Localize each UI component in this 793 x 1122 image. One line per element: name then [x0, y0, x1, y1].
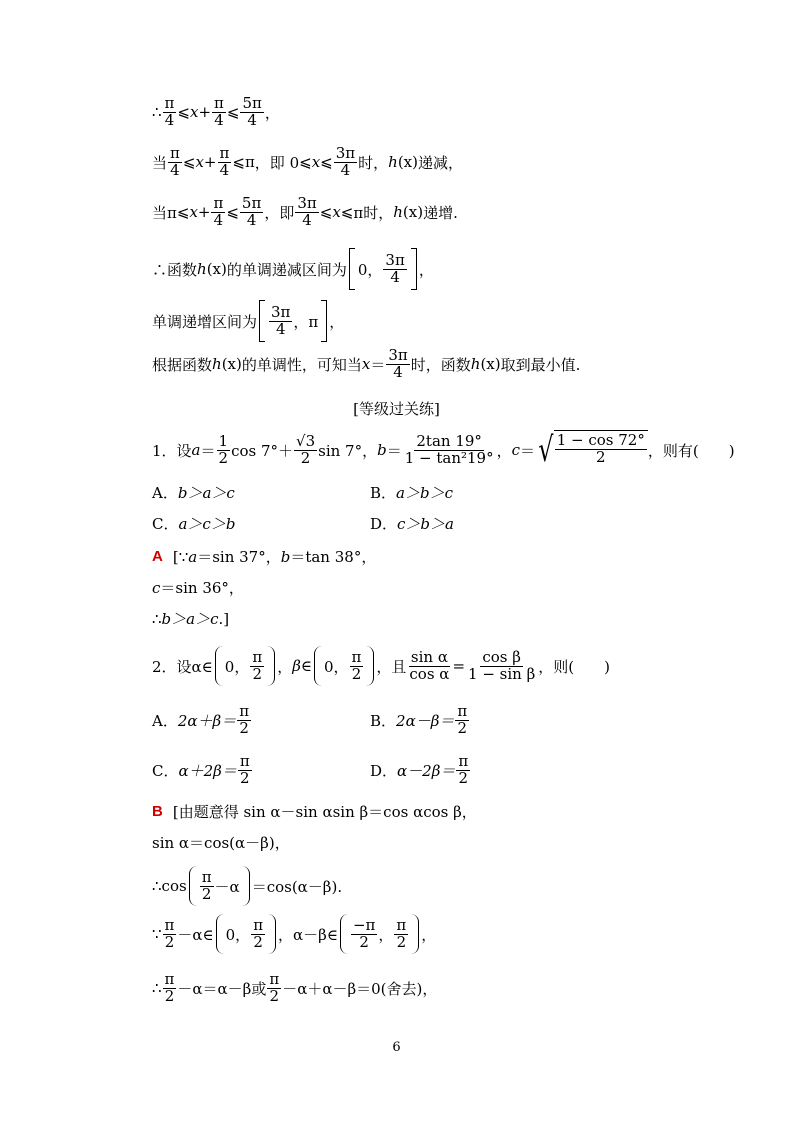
interval-bracket: 0， π 2	[314, 646, 374, 686]
fraction-cos72: $\frac{1 - \cos 72^\circ}{2}$	[556, 431, 645, 466]
interval-bracket: 0， 3π 4	[349, 248, 417, 290]
solution-line-3: 当π ⩽ x + $\frac{\pi}{4}$ ⩽ 5π 4 ，即 3π 4 ⩽ x ⩽ π时， h (x) 递增.	[152, 194, 458, 229]
fraction-cos-over-1-minus-sin: $\frac{\text{cos β}}{\text{1 − sin β}}$	[468, 647, 536, 683]
page-number: 6	[392, 1040, 401, 1055]
option-a: A．b＞a＞c	[152, 484, 235, 502]
section-heading: [等级过关练]	[353, 400, 440, 418]
answer-1-line-1: A [∵ a ＝sin 37°， b ＝tan 38°，	[152, 547, 377, 566]
fraction-3pi-over-4: 3π 4	[271, 302, 291, 338]
interval-bracket: 0， π 2	[215, 646, 275, 686]
answer-2-line-4: ∵ π 2 －α∈ 0， π 2 ，α－β∈ −π 2 ， π 2 ，	[152, 914, 436, 954]
q1-options-row-1	[152, 482, 235, 503]
fraction-sqrt3-over-2: √3 2	[296, 431, 316, 467]
fraction-3pi-over-4: 3π 4	[385, 250, 405, 286]
option-d: D．c＞b＞a	[370, 515, 454, 533]
q2-option-b: B． 2α－β＝ π 2	[370, 702, 468, 737]
therefore-symbol: ∴	[152, 103, 162, 122]
fraction-pi-over-2: π 2	[252, 647, 263, 683]
paren-group: π 2 －α	[189, 866, 250, 906]
fraction-pi-over-2: π 2	[351, 647, 362, 683]
solution-line-1: ∴ π 4 ⩽ x + $\frac{\pi}{4}$ ⩽ 5π 4 ，	[152, 94, 280, 129]
answer-1-line-3: ∴ b＞a＞c .]	[152, 609, 230, 628]
fraction-one-half: 1 2	[218, 431, 229, 467]
answer-2-line-1: B [由题意得 sin α－sin αsin β＝cos αcos β，	[152, 803, 477, 821]
fraction-pi-over-4: $\frac{\pi}{4}$	[214, 94, 224, 129]
fraction-5pi-over-4: 5π 4	[241, 194, 262, 229]
answer-1-line-2: c ＝sin 36°，	[152, 578, 244, 597]
fraction-tan: 2tan 19° 1 − tan²19°	[404, 431, 494, 467]
fraction-sin-over-cos: $\frac{\text{sin α}}{\text{cos α}}$	[409, 647, 450, 683]
fraction-3pi-over-4: 3π 4	[335, 144, 356, 179]
solution-line-5: 单调递增区间为 3π 4 ，π ，	[152, 300, 344, 342]
fraction-5pi-over-4: 5π 4	[242, 94, 262, 129]
square-root: √ $\frac{1 - \cos 72^\circ}{2}$	[535, 430, 648, 470]
q2-option-d: D． α－2β＝ π 2	[370, 752, 469, 787]
interval-bracket: 3π 4 ，π	[259, 300, 327, 342]
solution-line-4: ∴函数 h (x) 的单调递减区间为 0， 3π 4 ，	[152, 248, 434, 290]
answer-2-line-5: ∴ π 2 －α＝α－β或 π 2 －α＋α－β＝0(舍去)，	[152, 970, 438, 1005]
solution-line-6: 根据函数 h (x) 的单调性，可知当 x ＝ 3π 4 时，函数 h (x) 取到最小值.	[152, 346, 581, 381]
interval-bracket: −π 2 ， π 2	[340, 914, 419, 954]
fraction-3pi-over-4: 3π 4	[297, 194, 317, 229]
interval-bracket: 0， π 2	[216, 914, 276, 954]
fraction-pi-over-4: π 4	[164, 94, 175, 129]
question-1: 1．设 a ＝ 1 2 cos 7°＋ √3 2 sin 7°， b ＝ 2tan 19° 1 − tan²19° ， c ＝ √ $\frac{1 - \cos 72^\circ}{2}$ ，则有( )	[152, 430, 735, 470]
option-c: C．a＞c＞b	[152, 515, 236, 533]
answer-letter: B	[152, 803, 163, 820]
q1-options-row-2	[152, 513, 235, 534]
answer-2-line-3: ∴cos π 2 －α ＝cos(α－β).	[152, 866, 342, 906]
question-2: 2．设α∈ 0， π 2 ， β∈ 0， π 2 ，且 $\frac{\text{sin α}}{\text{cos α}}$ = $\frac{\text{cos β}}{\text{1 − sin β}}$ ，则( )	[152, 646, 610, 686]
answer-letter: A	[152, 548, 163, 565]
solution-line-2: 当 π 4 ⩽ x + $\frac{\pi}{4}$ ⩽ π ，即 0 ⩽ x ⩽ 3π 4 时， h (x) 递减，	[152, 144, 464, 179]
answer-2-line-2: sin α＝cos(α－β)，	[152, 834, 290, 852]
fraction-pi-over-4: π 4	[170, 144, 180, 179]
q2-options-row-2: C． α＋2β＝ π 2	[152, 752, 250, 787]
q2-options-row-1: A． 2α＋β＝ π 2	[152, 702, 250, 737]
option-b: B．a＞b＞c	[370, 484, 453, 502]
fraction-pi-over-4: $\frac{\pi}{4}$	[219, 144, 230, 179]
fraction-pi-over-4: $\frac{\pi}{4}$	[213, 194, 224, 229]
fraction-3pi-over-4: 3π 4	[388, 346, 408, 381]
